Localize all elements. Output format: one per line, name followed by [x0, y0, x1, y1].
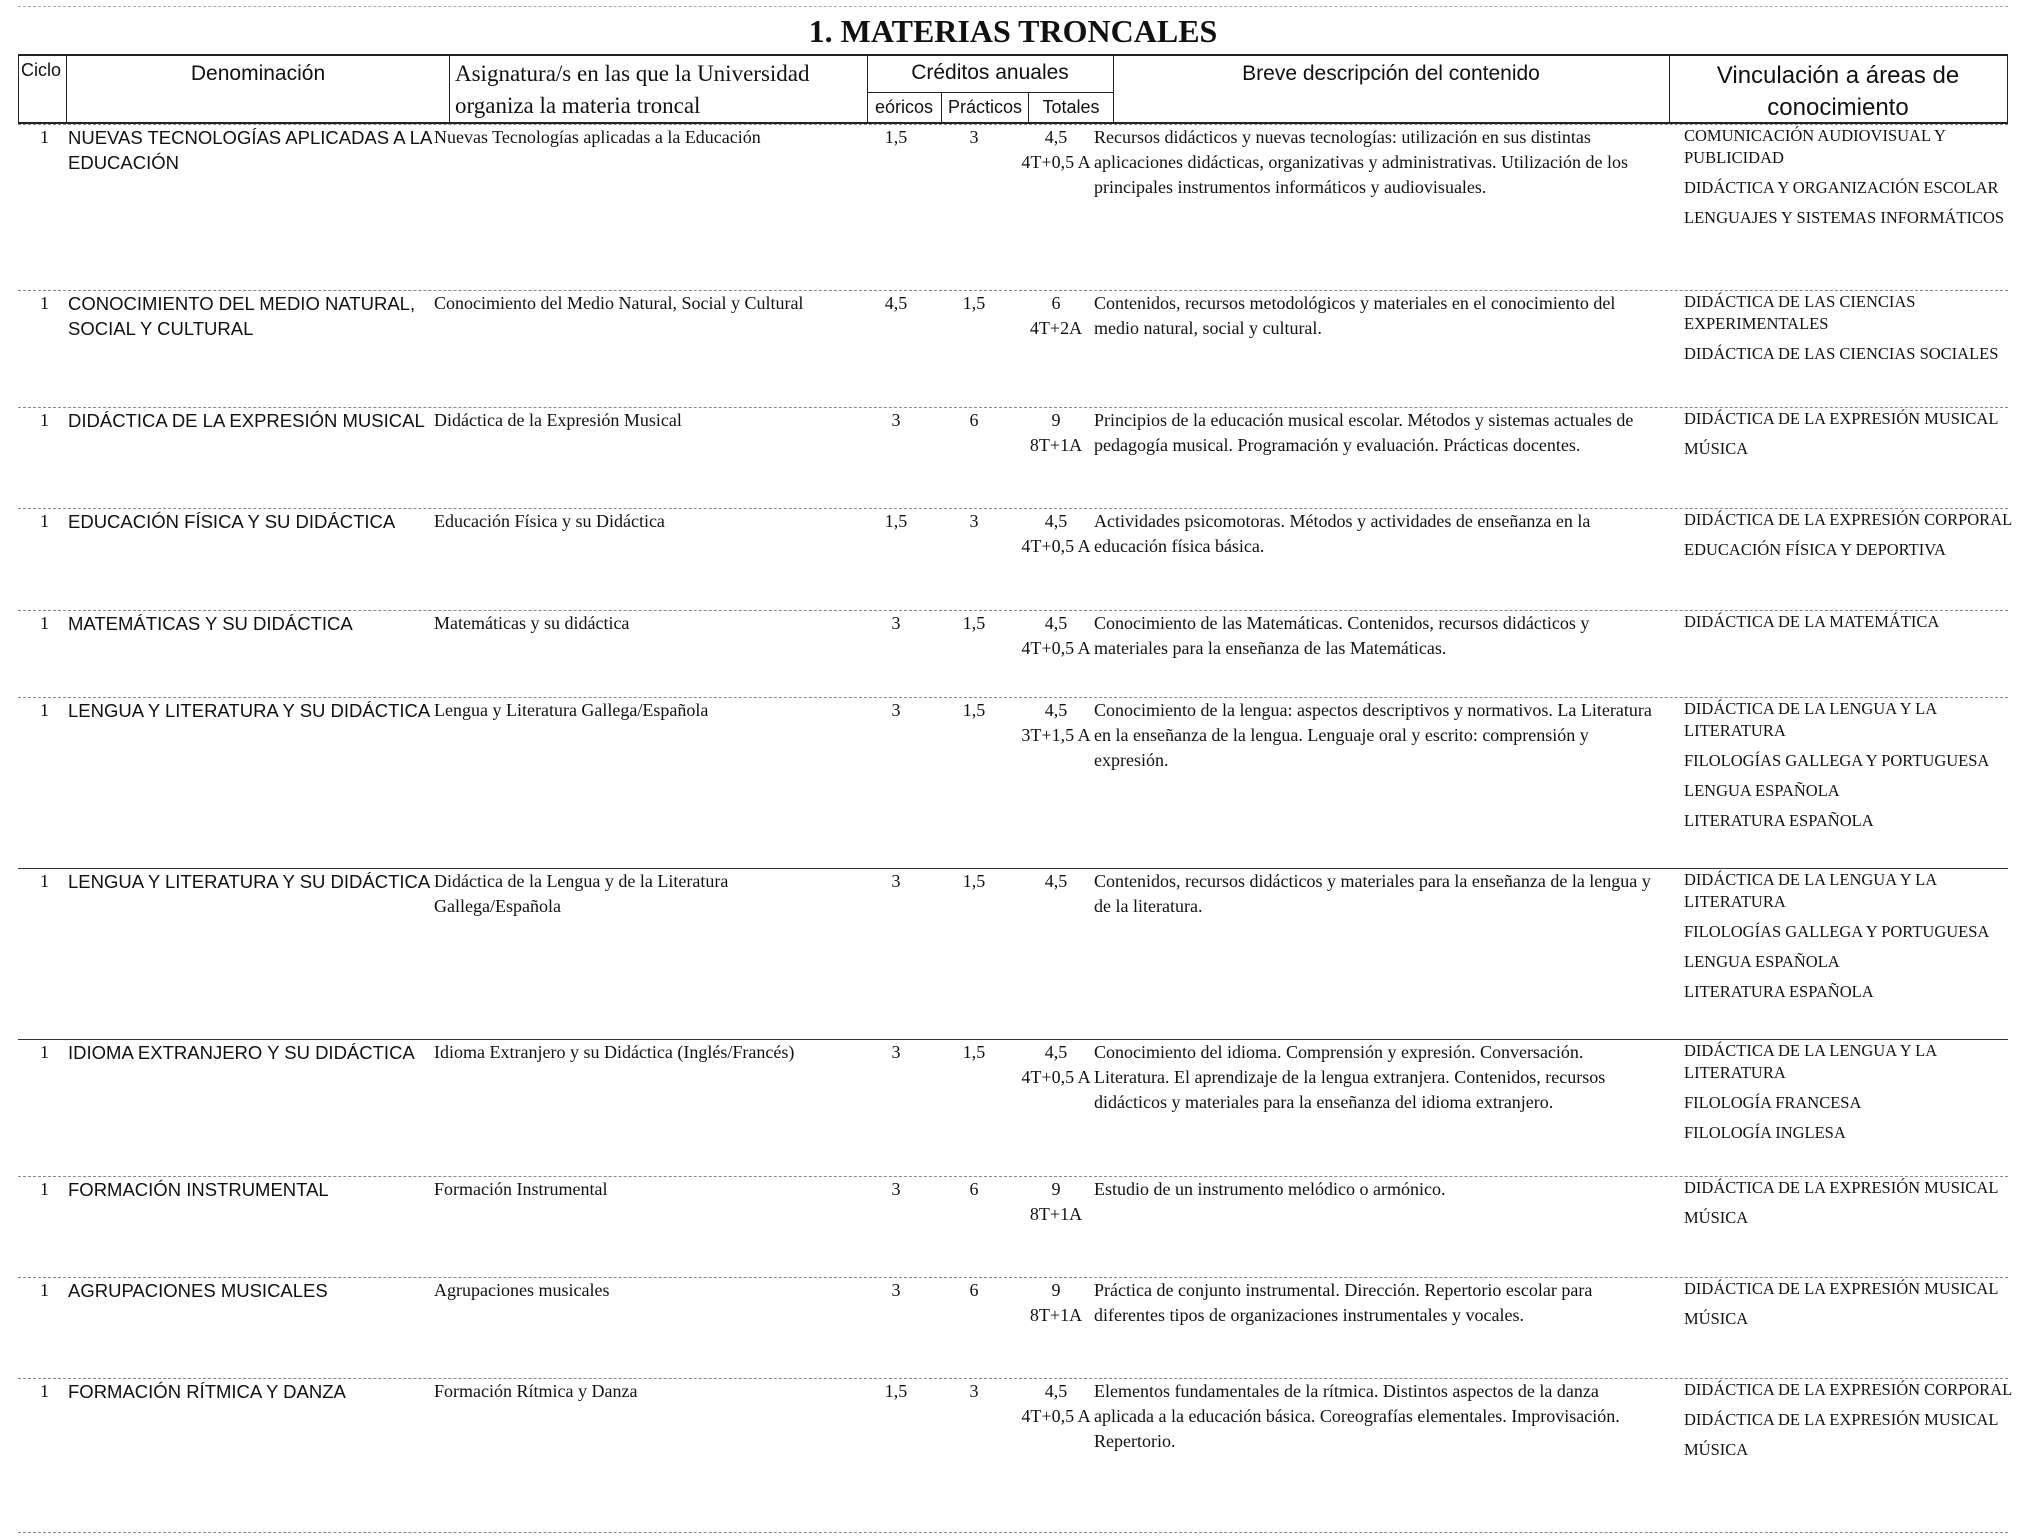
practicos-cell: 1,5	[962, 700, 986, 720]
table-header	[18, 54, 2008, 124]
asignatura-cell: Agrupaciones musicales	[434, 1280, 610, 1300]
area-item: DIDÁCTICA DE LA MATEMÁTICA	[1684, 612, 1940, 631]
totales-cell	[1008, 611, 1104, 661]
asignatura-cell: Didáctica de la Lengua y de la Literatura Gallega/Española	[434, 871, 729, 916]
denominacion-cell: EDUCACIÓN FÍSICA Y SU DIDÁCTICA	[68, 511, 396, 532]
practicos-cell: 1,5	[962, 293, 986, 313]
ciclo-cell: 1	[40, 511, 49, 531]
totales-detalle: 4T+2A	[1029, 318, 1083, 338]
descripcion-cell: Elementos fundamentales de la rítmica. Distintos aspectos de la danza aplicada a la educación básica. Coreografías elementales. Improvisación. Repertorio.	[1094, 1381, 1620, 1451]
teoricos-cell: 3	[891, 1280, 901, 1300]
totales-value: 4,5	[1044, 871, 1068, 891]
header-asignaturas: Asignatura/s en las que la Universidad organiza la materia troncal	[455, 61, 810, 118]
header-denominacion: Denominación	[190, 62, 326, 85]
vinculacion-cell	[1684, 1278, 2014, 1338]
ciclo-cell: 1	[40, 1179, 49, 1199]
practicos-cell: 3	[969, 127, 979, 147]
area-item: DIDÁCTICA DE LA LENGUA Y LA LITERATURA	[1684, 1041, 1937, 1082]
totales-cell	[1008, 408, 1104, 458]
page-title: 1. MATERIAS TRONCALES	[18, 6, 2008, 52]
descripcion-cell: Contenidos, recursos metodológicos y materiales en el conocimiento del medio natural, social y cultural.	[1094, 293, 1616, 338]
asignatura-cell: Matemáticas y su didáctica	[434, 613, 630, 633]
teoricos-cell: 3	[891, 1179, 901, 1199]
totales-cell	[1008, 1040, 1104, 1090]
table-row	[18, 1378, 2013, 1528]
header-teoricos: eóricos	[874, 97, 934, 117]
descripcion-cell: Principios de la educación musical escolar. Métodos y sistemas actuales de pedagogía musical. Programación y evaluación. Prácticas docentes.	[1094, 410, 1634, 455]
asignatura-cell: Idioma Extranjero y su Didáctica (Inglés/Francés)	[434, 1042, 795, 1062]
asignatura-cell: Lengua y Literatura Gallega/Española	[434, 700, 709, 720]
practicos-cell: 3	[969, 511, 979, 531]
area-item: DIDÁCTICA DE LA EXPRESIÓN MUSICAL	[1684, 1410, 1999, 1429]
area-item: DIDÁCTICA DE LA EXPRESIÓN MUSICAL	[1684, 1279, 1999, 1298]
descripcion-cell: Recursos didácticos y nuevas tecnologías: utilización en sus distintas aplicaciones didácticas, organizativas y administrativas. Utilización de los principales instrumentos informáticos y audiovisuales.	[1094, 127, 1628, 197]
table-row	[18, 1039, 2008, 1176]
totales-value: 9	[1051, 1280, 1061, 1300]
totales-value: 4,5	[1044, 613, 1068, 633]
table-bottom-rule	[18, 1532, 2008, 1533]
ciclo-cell: 1	[40, 1042, 49, 1062]
area-item: MÚSICA	[1684, 1309, 1749, 1328]
asignatura-cell: Didáctica de la Expresión Musical	[434, 410, 682, 430]
table-row	[18, 697, 2008, 868]
area-item: DIDÁCTICA DE LA EXPRESIÓN CORPORAL	[1684, 1380, 2013, 1399]
totales-cell	[1008, 698, 1104, 748]
descripcion-cell: Contenidos, recursos didácticos y materiales para la enseñanza de la lengua y de la literatura.	[1094, 871, 1651, 916]
practicos-cell: 1,5	[962, 613, 986, 633]
area-item: FILOLOGÍA INGLESA	[1684, 1123, 1846, 1142]
denominacion-cell: FORMACIÓN INSTRUMENTAL	[68, 1179, 329, 1200]
header-practicos: Prácticos	[947, 97, 1023, 117]
header-descripcion: Breve descripción del contenido	[1242, 62, 1540, 85]
header-totales: Totales	[1042, 97, 1100, 117]
vinculacion-cell	[1684, 1379, 2014, 1469]
table-row	[18, 290, 2008, 407]
totales-detalle: 3T+1,5 A	[1021, 725, 1091, 745]
totales-detalle: 8T+1A	[1029, 1204, 1083, 1224]
area-item: LENGUAJES Y SISTEMAS INFORMÁTICOS	[1684, 208, 2005, 227]
area-item: DIDÁCTICA DE LA EXPRESIÓN MUSICAL	[1684, 409, 1999, 428]
totales-value: 9	[1051, 410, 1061, 430]
asignatura-cell: Conocimiento del Medio Natural, Social y Cultural	[434, 293, 804, 313]
table-row	[18, 1277, 2008, 1378]
ciclo-cell: 1	[40, 410, 49, 430]
area-item: DIDÁCTICA DE LAS CIENCIAS EXPERIMENTALES	[1684, 292, 1916, 333]
denominacion-cell: CONOCIMIENTO DEL MEDIO NATURAL, SOCIAL Y CULTURAL	[68, 293, 416, 339]
totales-value: 4,5	[1044, 1042, 1068, 1062]
vinculacion-cell	[1684, 509, 2014, 569]
teoricos-cell: 1,5	[884, 127, 908, 147]
denominacion-cell: LENGUA Y LITERATURA Y SU DIDÁCTICA	[68, 871, 431, 892]
totales-value: 4,5	[1044, 1381, 1068, 1401]
totales-value: 4,5	[1044, 127, 1068, 147]
practicos-cell: 3	[969, 1381, 979, 1401]
ciclo-cell: 1	[40, 293, 49, 313]
descripcion-cell: Estudio de un instrumento melódico o armónico.	[1094, 1179, 1446, 1199]
practicos-cell: 1,5	[962, 871, 986, 891]
area-item: MÚSICA	[1684, 1440, 1749, 1459]
teoricos-cell: 3	[891, 700, 901, 720]
practicos-cell: 6	[969, 1280, 979, 1300]
denominacion-cell: DIDÁCTICA DE LA EXPRESIÓN MUSICAL	[68, 410, 425, 431]
descripcion-cell: Conocimiento del idioma. Comprensión y expresión. Conversación. Literatura. El aprendizaje de la lengua extranjera. Contenidos, recursos didácticos y materiales para la enseñanza del idioma extranjero.	[1094, 1042, 1606, 1112]
descripcion-cell: Actividades psicomotoras. Métodos y actividades de enseñanza en la educación física básica.	[1094, 511, 1591, 556]
denominacion-cell: FORMACIÓN RÍTMICA Y DANZA	[68, 1381, 346, 1402]
header-creditos	[867, 56, 1113, 122]
totales-value: 9	[1051, 1179, 1061, 1199]
teoricos-cell: 4,5	[884, 293, 908, 313]
area-item: DIDÁCTICA DE LA LENGUA Y LA LITERATURA	[1684, 699, 1937, 740]
totales-cell	[1008, 125, 1104, 175]
teoricos-cell: 1,5	[884, 1381, 908, 1401]
table-row	[18, 868, 2008, 1039]
area-item: MÚSICA	[1684, 439, 1749, 458]
practicos-cell: 6	[969, 410, 979, 430]
table-row	[18, 407, 2008, 508]
totales-detalle: 4T+0,5 A	[1021, 1406, 1091, 1426]
denominacion-cell: AGRUPACIONES MUSICALES	[68, 1280, 328, 1301]
area-item: LENGUA ESPAÑOLA	[1684, 952, 1840, 971]
vinculacion-cell	[1684, 869, 2014, 1011]
asignatura-cell: Educación Física y su Didáctica	[434, 511, 665, 531]
area-item: DIDÁCTICA DE LAS CIENCIAS SOCIALES	[1684, 344, 1999, 363]
teoricos-cell: 3	[891, 1042, 901, 1062]
table-row	[18, 124, 2008, 290]
denominacion-cell: MATEMÁTICAS Y SU DIDÁCTICA	[68, 613, 353, 634]
area-item: MÚSICA	[1684, 1208, 1749, 1227]
asignatura-cell: Formación Rítmica y Danza	[434, 1381, 638, 1401]
totales-value: 6	[1051, 293, 1061, 313]
totales-detalle: 8T+1A	[1029, 435, 1083, 455]
descripcion-cell: Conocimiento de las Matemáticas. Contenidos, recursos didácticos y materiales para la enseñanza de las Matemáticas.	[1094, 613, 1590, 658]
table-row	[18, 610, 2008, 697]
area-item: EDUCACIÓN FÍSICA Y DEPORTIVA	[1684, 540, 1946, 559]
totales-detalle: 4T+0,5 A	[1021, 152, 1091, 172]
area-item: DIDÁCTICA DE LA EXPRESIÓN MUSICAL	[1684, 1178, 1999, 1197]
denominacion-cell: LENGUA Y LITERATURA Y SU DIDÁCTICA	[68, 700, 431, 721]
area-item: DIDÁCTICA DE LA LENGUA Y LA LITERATURA	[1684, 870, 1937, 911]
totales-detalle: 4T+0,5 A	[1021, 638, 1091, 658]
practicos-cell: 6	[969, 1179, 979, 1199]
ciclo-cell: 1	[40, 127, 49, 147]
teoricos-cell: 3	[891, 871, 901, 891]
header-creditos-anuales: Créditos anuales	[867, 56, 1113, 93]
teoricos-cell: 3	[891, 410, 901, 430]
vinculacion-cell	[1684, 1177, 2014, 1237]
vinculacion-cell	[1684, 291, 2014, 373]
totales-detalle: 4T+0,5 A	[1021, 536, 1091, 556]
area-item: LENGUA ESPAÑOLA	[1684, 781, 1840, 800]
ciclo-cell: 1	[40, 700, 49, 720]
area-item: DIDÁCTICA Y ORGANIZACIÓN ESCOLAR	[1684, 178, 1999, 197]
descripcion-cell: Práctica de conjunto instrumental. Dirección. Repertorio escolar para diferentes tipos de organizaciones instrumentales y vocales.	[1094, 1280, 1593, 1325]
vinculacion-cell	[1684, 408, 2014, 468]
vinculacion-cell	[1684, 1040, 2014, 1152]
denominacion-cell: IDIOMA EXTRANJERO Y SU DIDÁCTICA	[68, 1042, 415, 1063]
totales-cell	[1008, 1278, 1104, 1328]
denominacion-cell: NUEVAS TECNOLOGÍAS APLICADAS A LA EDUCACIÓN	[68, 127, 432, 173]
table-row	[18, 1176, 2008, 1277]
area-item: LITERATURA ESPAÑOLA	[1684, 982, 1874, 1001]
totales-value: 4,5	[1044, 511, 1068, 531]
area-item: FILOLOGÍAS GALLEGA Y PORTUGUESA	[1684, 922, 1990, 941]
area-item: FILOLOGÍAS GALLEGA Y PORTUGUESA	[1684, 751, 1990, 770]
practicos-cell: 1,5	[962, 1042, 986, 1062]
ciclo-cell: 1	[40, 1280, 49, 1300]
totales-value: 4,5	[1044, 700, 1068, 720]
totales-detalle: 4T+0,5 A	[1021, 1067, 1091, 1087]
asignatura-cell: Nuevas Tecnologías aplicadas a la Educación	[434, 127, 761, 147]
totales-cell	[1008, 1379, 1104, 1429]
teoricos-cell: 1,5	[884, 511, 908, 531]
vinculacion-cell	[1684, 611, 2014, 641]
vinculacion-cell	[1684, 125, 2014, 237]
area-item: COMUNICACIÓN AUDIOVISUAL Y PUBLICIDAD	[1684, 126, 1946, 167]
area-item: FILOLOGÍA FRANCESA	[1684, 1093, 1862, 1112]
area-item: DIDÁCTICA DE LA EXPRESIÓN CORPORAL	[1684, 510, 2013, 529]
header-vinculacion: Vinculación a áreas de conocimiento	[1716, 62, 1960, 121]
totales-cell	[1008, 869, 1104, 894]
header-ciclo: Ciclo	[21, 60, 62, 80]
vinculacion-cell	[1684, 698, 2014, 840]
totales-cell	[1008, 1177, 1104, 1227]
totales-cell	[1008, 291, 1104, 341]
descripcion-cell: Conocimiento de la lengua: aspectos descriptivos y normativos. La Literatura en la enseñanza de la lengua. Lenguaje oral y escrito: comprensión y expresión.	[1094, 700, 1652, 770]
totales-detalle: 8T+1A	[1029, 1305, 1083, 1325]
asignatura-cell: Formación Instrumental	[434, 1179, 608, 1199]
table-row	[18, 508, 2013, 610]
ciclo-cell: 1	[40, 871, 49, 891]
teoricos-cell: 3	[891, 613, 901, 633]
area-item: LITERATURA ESPAÑOLA	[1684, 811, 1874, 830]
totales-cell	[1008, 509, 1104, 559]
ciclo-cell: 1	[40, 1381, 49, 1401]
ciclo-cell: 1	[40, 613, 49, 633]
